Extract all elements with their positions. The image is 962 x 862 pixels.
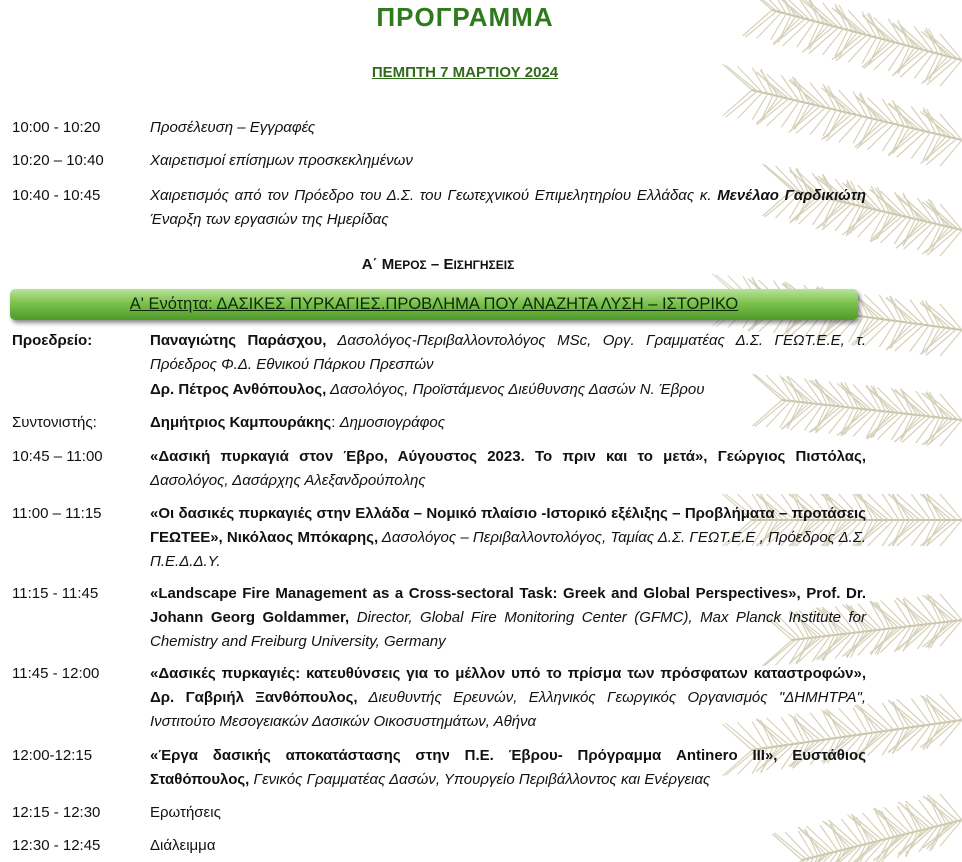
coordinator-name: Δημήτριος Καμπουράκης xyxy=(150,414,332,431)
talk-speaker-role: Διευθυντής Ερευνών, Ελληνικός Γεωργικός Οργανισμός "ΔΗΜΗΤΡΑ", Ινστιτούτο Μεσογειακών Δασικών Οικοσυστημάτων, Αθήνα xyxy=(150,689,866,730)
part-heading-d: ΙΣΗΓΗΣΕΙΣ xyxy=(453,258,515,272)
talk-time: 12:00-12:15 xyxy=(12,747,93,764)
talk-title: «Έργα δασικής αποκατάστασης στην Π.Ε. Έβρου- Πρόγραμμα Antinero III», Ευστάθιος Σταθόπουλος, xyxy=(150,747,866,788)
talk-title: «Δασικές πυρκαγιές: κατευθύνσεις για το μέλλον υπό το πρίσμα των πρόσφατων καταστροφών», Δρ. Γαβριήλ Ξανθόπουλος, xyxy=(150,665,866,706)
chairs-text-2 xyxy=(150,378,866,402)
talk-time: 10:45 – 11:00 xyxy=(12,448,103,465)
program-date: ΠΕΜΠΤΗ 7 ΜΑΡΤΙΟΥ 2024 xyxy=(371,64,559,81)
row-text: Διάλειμμα xyxy=(150,837,216,854)
talk-text xyxy=(150,662,866,734)
part-heading-c: – Ε xyxy=(426,256,454,273)
row-text: Χαιρετισμοί επίσημων προσκεκλημένων xyxy=(150,152,413,169)
talk-text xyxy=(150,445,866,493)
coordinator-sep: : xyxy=(331,414,340,431)
program-title: ΠΡΟΓΡΑΜΜΑ xyxy=(376,2,554,32)
row-time: 12:30 - 12:45 xyxy=(12,837,101,854)
talk-time: 11:15 - 11:45 xyxy=(12,585,99,602)
talk-text xyxy=(150,582,866,654)
talk-time: 11:45 - 12:00 xyxy=(12,665,100,682)
welcome-speaker: Μενέλαο Γαρδικιώτη xyxy=(717,187,866,204)
chair-2-name: Δρ. Πέτρος Ανθόπουλος, xyxy=(150,381,327,398)
coordinator-text xyxy=(150,411,866,435)
row-time: 10:20 – 10:40 xyxy=(12,152,104,169)
talk-title: «Δασική πυρκαγιά στον Έβρο, Αύγουστος 2023. Το πριν και το μετά», Γεώργιος Πιστόλας, xyxy=(150,448,866,465)
part-heading-a: Α΄ Μ xyxy=(361,256,395,273)
section-banner: Α' Ενότητα: ΔΑΣΙΚΕΣ ΠΥΡΚΑΓΙΕΣ.ΠΡΟΒΛΗΜΑ ΠΟΥ ΑΝΑΖΗΤΑ ΛΥΣΗ – ΙΣΤΟΡΙΚΟ xyxy=(10,289,858,320)
talk-speaker-role: Δασολόγος, Δασάρχης Αλεξανδρούπολης xyxy=(150,472,426,489)
part-heading xyxy=(0,256,876,273)
row-time: 12:15 - 12:30 xyxy=(12,804,101,821)
talk-title: «Landscape Fire Management as a Cross-sectoral Task: Greek and Global Perspectives», Prof. Dr. Johann Georg Goldammer, xyxy=(150,585,866,626)
row-time: 10:40 - 10:45 xyxy=(12,187,101,204)
talk-text xyxy=(150,744,866,792)
coordinator-label: Συντονιστής: xyxy=(12,414,97,431)
part-heading-b: ΕΡΟΣ xyxy=(394,258,427,272)
talk-speaker-role: Director, Global Fire Monitoring Center (GFMC), Max Planck Institute for Chemistry and Freiburg University, Germany xyxy=(150,609,866,650)
chair-2-role: Δασολόγος, Προϊστάμενος Διεύθυνσης Δασών Ν. Έβρου xyxy=(326,381,705,398)
coordinator-role: Δημοσιογράφος xyxy=(339,414,446,431)
talk-time: 11:00 – 11:15 xyxy=(12,505,102,522)
talk-text xyxy=(150,502,866,574)
row-text: Προσέλευση – Εγγραφές xyxy=(150,119,316,136)
row-text xyxy=(150,184,866,232)
talk-speaker-role: Δασολόγος – Περιβαλλοντολόγος, Ταμίας Δ.Σ. ΓΕΩΤ.Ε.Ε , Πρόεδρος Δ.Σ. Π.Ε.Δ.Δ.Υ. xyxy=(150,529,866,570)
chair-1-role: Δασολόγος-Περιβαλλοντολόγος MSc, Οργ. Γραμματέας Δ.Σ. ΓΕΩΤ.Ε.Ε, τ. Πρόεδρος Φ.Δ. Εθνικού Πάρκου Πρεσπών xyxy=(150,332,866,373)
talk-title: «Οι δασικές πυρκαγιές στην Ελλάδα – Νομικό πλαίσιο -Ιστορικό εξέλιξης – Προβλήματα – προτάσεις ΓΕΩΤΕΕ», Νικόλαος Μπόκαρης, xyxy=(150,505,866,546)
welcome-text: Χαιρετισμός από τον Πρόεδρο του Δ.Σ. του Γεωτεχνικού Επιμελητηρίου Ελλάδας κ. xyxy=(150,187,718,204)
talk-speaker-role: Γενικός Γραμματέας Δασών, Υπουργείο Περιβάλλοντος και Ενέργειας xyxy=(249,771,711,788)
chairs-text xyxy=(150,329,866,377)
chairs-label: Προεδρείο: xyxy=(12,332,93,349)
row-text: Ερωτήσεις xyxy=(150,804,221,821)
welcome-text-end: Έναρξη των εργασιών της Ημερίδας xyxy=(150,211,389,228)
row-time: 10:00 - 10:20 xyxy=(12,119,101,136)
chair-1-name: Παναγιώτης Παράσχου, xyxy=(150,332,327,349)
